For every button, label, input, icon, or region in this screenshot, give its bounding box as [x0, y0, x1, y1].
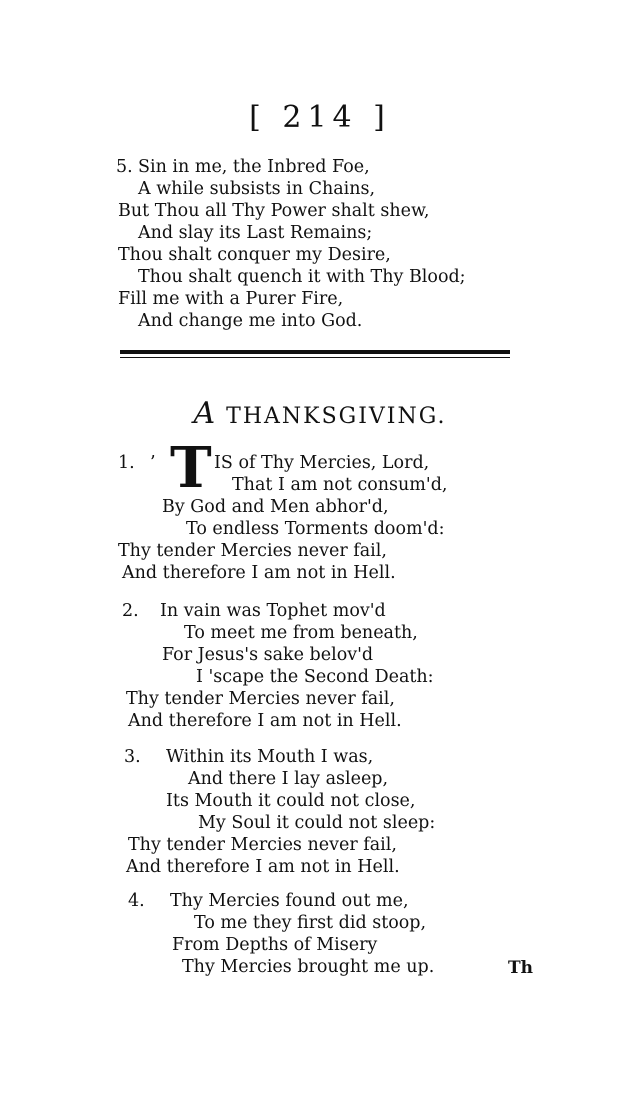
- hymn-title: [0, 396, 640, 431]
- verse-line: IS of Thy Mercies, Lord,: [214, 453, 430, 473]
- verse-line: For Jesus's sake belov'd: [162, 645, 374, 665]
- catchword: Th: [508, 958, 534, 978]
- verse-line: By God and Men abhor'd,: [162, 497, 389, 517]
- verse-line: Within its Mouth I was,: [166, 747, 374, 767]
- stanza-number: 1.: [118, 453, 135, 473]
- page-number: [ 214 ]: [249, 100, 391, 135]
- verse-line: I 'scape the Second Death:: [196, 667, 434, 687]
- section-divider-thick: [120, 350, 510, 354]
- verse-line: From Depths of Misery: [172, 935, 378, 955]
- drop-cap: T: [170, 435, 212, 501]
- verse-line: And therefore I am not in Hell.: [128, 711, 402, 731]
- verse-line: Thy tender Mercies never fail,: [126, 689, 395, 709]
- verse-line: A while subsists in Chains,: [138, 179, 376, 199]
- verse-line: Fill me with a Purer Fire,: [118, 289, 344, 309]
- verse-line: And therefore I am not in Hell.: [122, 563, 396, 583]
- stanza-number: 5.: [116, 157, 133, 177]
- verse-line: Thy tender Mercies never fail,: [128, 835, 397, 855]
- verse-line: To meet me from beneath,: [184, 623, 418, 643]
- verse-line: To endless Torments doom'd:: [186, 519, 445, 539]
- verse-line: Its Mouth it could not close,: [166, 791, 416, 811]
- verse-line: And slay its Last Remains;: [138, 223, 373, 243]
- verse-line: And change me into God.: [138, 311, 363, 331]
- verse-line: That I am not consum'd,: [232, 475, 448, 495]
- section-divider-thin: [120, 357, 510, 358]
- stanza-number: 4.: [128, 891, 145, 911]
- verse-line: Thy tender Mercies never fail,: [118, 541, 387, 561]
- stanza-number: 2.: [122, 601, 139, 621]
- verse-line: My Soul it could not sleep:: [198, 813, 436, 833]
- verse-line: To me they first did stoop,: [194, 913, 427, 933]
- verse-line: Thy Mercies brought me up.: [182, 957, 435, 977]
- verse-line: Sin in me, the Inbred Foe,: [138, 157, 370, 177]
- stanza-number: 3.: [124, 747, 141, 767]
- verse-line: And there I lay asleep,: [188, 769, 389, 789]
- verse-line: But Thou all Thy Power shalt shew,: [118, 201, 430, 221]
- lead-mark: ’: [150, 453, 156, 473]
- title-initial: A: [193, 396, 218, 431]
- verse-line: In vain was Tophet mov'd: [160, 601, 386, 621]
- verse-line: Thou shalt conquer my Desire,: [118, 245, 391, 265]
- title-text: THANKSGIVING.: [226, 404, 447, 429]
- verse-line: Thou shalt quench it with Thy Blood;: [138, 267, 466, 287]
- verse-line: Thy Mercies found out me,: [170, 891, 409, 911]
- verse-line: And therefore I am not in Hell.: [126, 857, 400, 877]
